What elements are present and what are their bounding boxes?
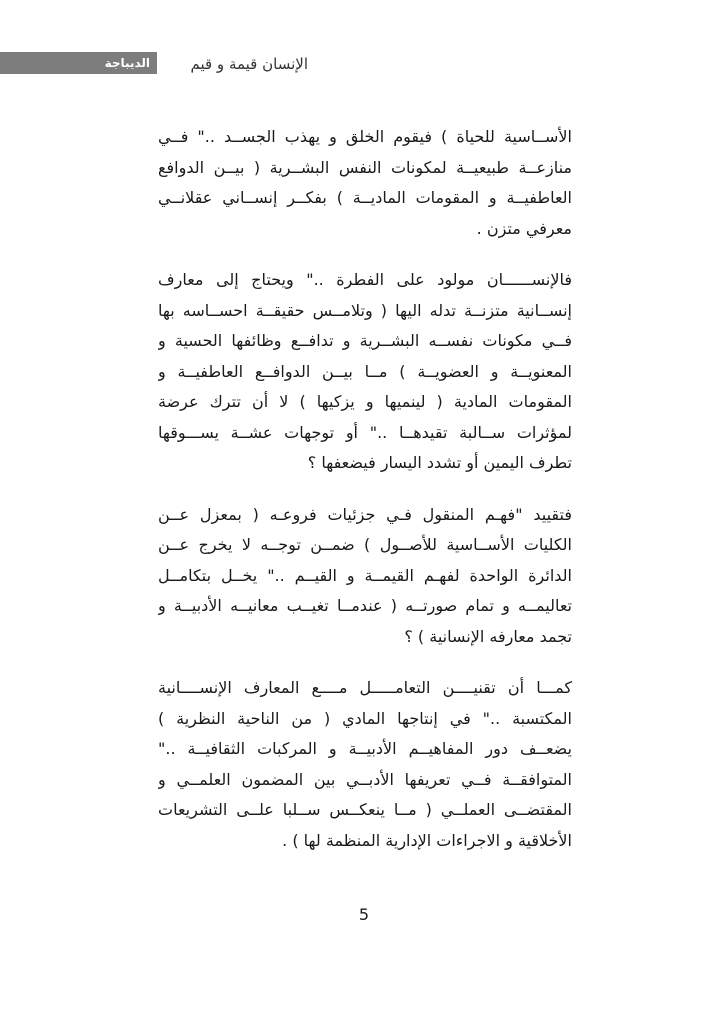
- body-text: [158, 122, 572, 856]
- text-line: المقتضــى العملــي ( مــا ينعكــس ســلبا علــى التشريعات: [158, 800, 572, 819]
- text-line: تجمد معارفه الإنسانية ) ؟: [404, 626, 572, 646]
- text-line: فتقييد "فهـم المنقول فـي جزئيات فروعـه ( بمعزل عــن: [158, 504, 572, 524]
- text-line: إنســانية متزنــة تدله اليها ( وتلامــس حقيقــة احســاسه بها: [158, 300, 572, 320]
- text-line: الأســاسية للحياة ) فيقوم الخلق و يهذب الجســد .." فــي: [158, 127, 572, 146]
- text-line: لمؤثرات ســالبة تقيدهــا .." أو توجهات عشــة يســـوقها: [158, 422, 572, 442]
- text-line: المتوافقــة فــي تعريفها الأدبــي بين المضمون العلمــي و: [158, 769, 572, 789]
- text-line: كمـــا أن تقنيــــن التعامـــــل مــــع المعارف الإنســــانية: [158, 678, 572, 697]
- text-line: يضعــف دور المفاهيــم الأدبيــة و المركبات الثقافيــة ..": [158, 739, 572, 758]
- paragraph-2: [158, 265, 572, 479]
- page-number: 5: [358, 905, 370, 924]
- text-line: تعاليمــه و تمام صورتــه ( عندمــا تغيــب معانيــه الأدبيــة و: [158, 596, 572, 615]
- text-line: الدائرة الواحدة لفهـم القيمــة و القيــم .." يخــل بتكامــل: [158, 565, 572, 585]
- paragraph-4: [158, 673, 572, 856]
- running-header-title: الإنسان قيمة و قيم: [190, 55, 308, 73]
- text-line: العاطفيــة و المقومات الماديــة ) بفكــر إنســاني عقلانــي: [158, 188, 572, 207]
- paragraph-1: [158, 122, 572, 244]
- text-line: الكليات الأســاسية للأصــول ) ضمــن توجــه لا يخرج عــن: [158, 535, 572, 554]
- paragraph-3: [158, 500, 572, 653]
- text-line: معرفي متزن .: [476, 218, 572, 238]
- header-section-label: الديباجة: [104, 56, 150, 70]
- text-line: الأخلاقية و الاجراءات الإدارية المنظمة لها ) .: [282, 830, 572, 850]
- text-line: تطرف اليمين أو تشدد اليسار فيضعفها ؟: [307, 453, 572, 472]
- text-line: فالإنســــــان مولود على الفطرة .." ويحتاج إلى معارف: [158, 270, 572, 289]
- text-line: المقومات المادية ( لينميها و يزكيها ) لا أن تترك عرضة: [158, 392, 572, 411]
- text-line: فــي مكونات نفســه البشــرية و تدافــع وظائفها الحسية و: [158, 331, 572, 350]
- text-line: المكتسبة .." في إنتاجها المادي ( من الناحية النظرية ): [158, 708, 572, 728]
- text-line: منازعــة طبيعيــة لمكونات النفس البشــرية ( بيــن الدوافع: [158, 157, 572, 177]
- text-line: المعنويــة و العضويــة ) مــا بيــن الدوافــع العاطفيــة و: [158, 361, 572, 381]
